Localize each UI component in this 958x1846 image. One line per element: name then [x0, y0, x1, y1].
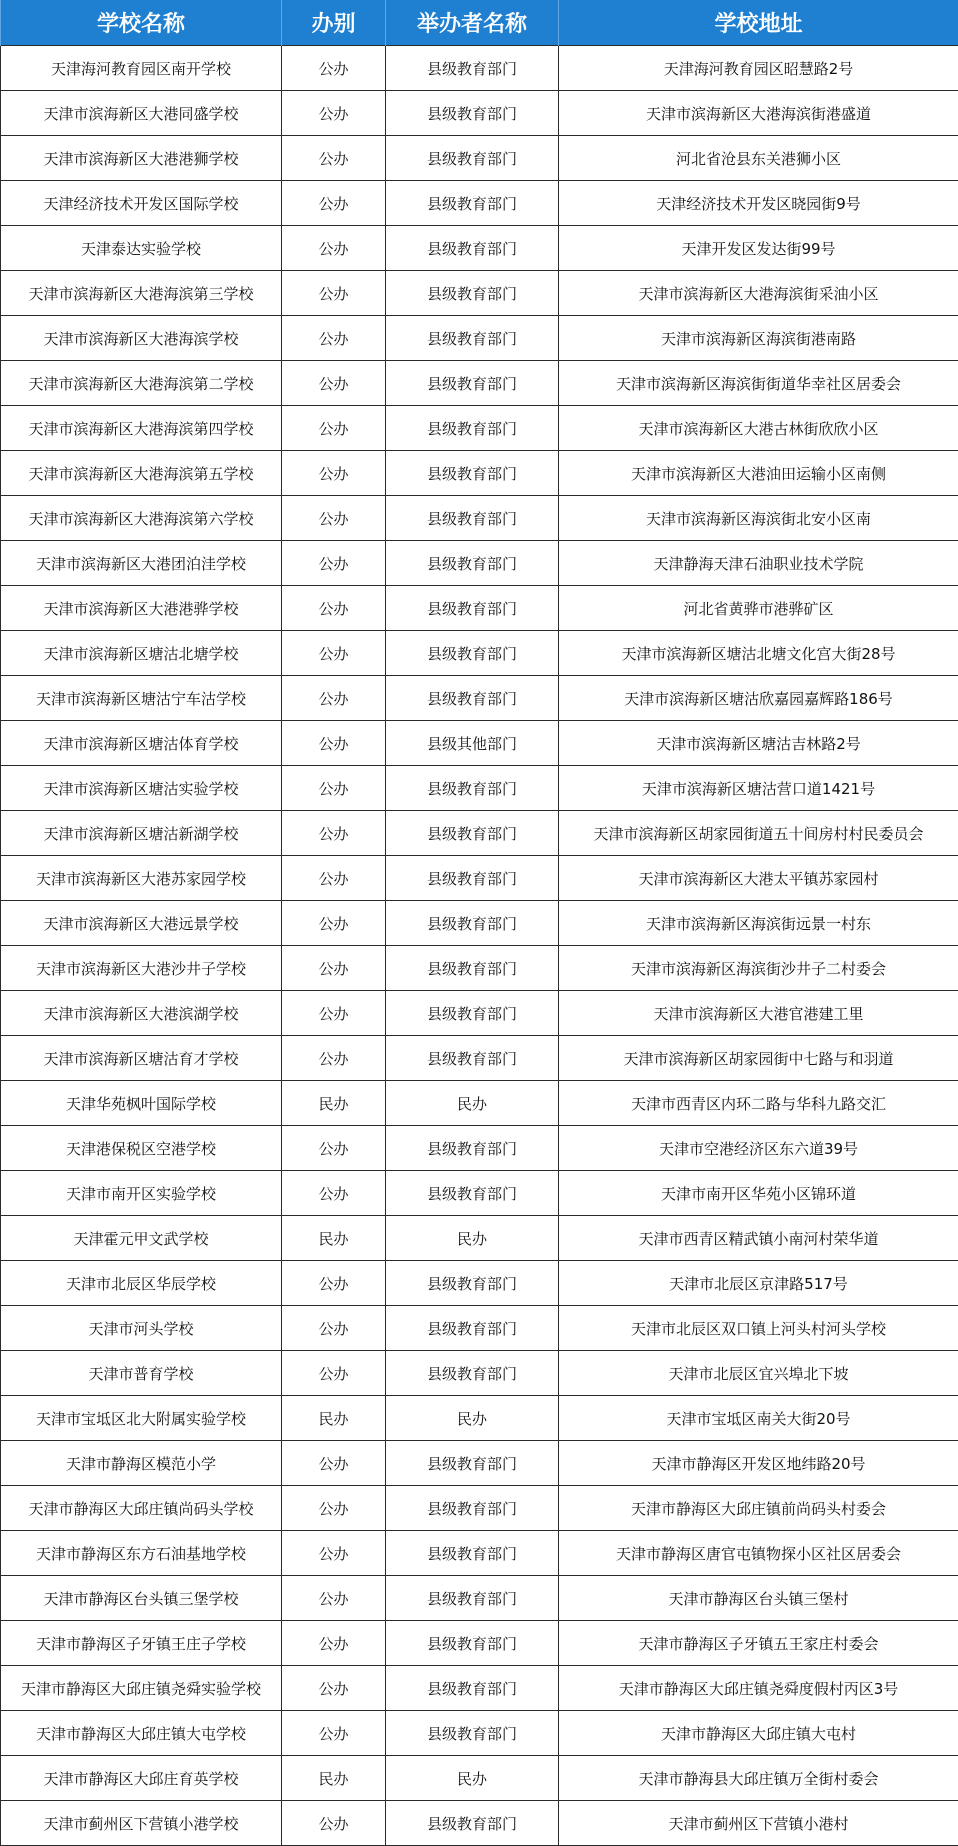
table-header: [1, 0, 958, 46]
table-row: [1, 271, 958, 316]
cell-school-address: 天津市静海区台头镇三堡村: [559, 1576, 958, 1621]
table-row: [1, 1261, 958, 1306]
cell-school-name: 天津市静海区大邱庄镇尧舜实验学校: [1, 1666, 282, 1711]
cell-organizer-name: 民办: [386, 1216, 559, 1261]
cell-school-type: 公办: [282, 1621, 386, 1666]
cell-school-address: 天津经济技术开发区晓园街9号: [559, 181, 958, 226]
cell-school-name: 天津市滨海新区大港远景学校: [1, 901, 282, 946]
cell-school-address: 天津市滨海新区大港官港建工里: [559, 991, 958, 1036]
cell-school-name: 天津市滨海新区大港滨湖学校: [1, 991, 282, 1036]
cell-school-name: 天津市滨海新区大港海滨第二学校: [1, 361, 282, 406]
cell-school-address: 天津市滨海新区海滨街北安小区南: [559, 496, 958, 541]
cell-school-name: 天津市静海区台头镇三堡学校: [1, 1576, 282, 1621]
cell-school-type: 公办: [282, 1351, 386, 1396]
table-row: [1, 1171, 958, 1216]
cell-school-address: 天津市静海区开发区地纬路20号: [559, 1441, 958, 1486]
cell-school-address: 天津市滨海新区大港海滨街港盛道: [559, 91, 958, 136]
cell-school-type: 公办: [282, 1261, 386, 1306]
cell-school-name: 天津市滨海新区塘沽新湖学校: [1, 811, 282, 856]
cell-school-type: 公办: [282, 46, 386, 91]
cell-organizer-name: 县级教育部门: [386, 541, 559, 586]
table-row: [1, 1756, 958, 1801]
cell-school-address: 天津市北辰区京津路517号: [559, 1261, 958, 1306]
cell-organizer-name: 县级教育部门: [386, 1036, 559, 1081]
header-school-type: 办别: [282, 0, 386, 46]
cell-school-type: 公办: [282, 901, 386, 946]
cell-school-type: 公办: [282, 1171, 386, 1216]
cell-organizer-name: 县级教育部门: [386, 1171, 559, 1216]
table-row: [1, 541, 958, 586]
cell-school-name: 天津海河教育园区南开学校: [1, 46, 282, 91]
table-row: [1, 1081, 958, 1126]
cell-organizer-name: 县级其他部门: [386, 721, 559, 766]
cell-organizer-name: 民办: [386, 1081, 559, 1126]
cell-organizer-name: 县级教育部门: [386, 451, 559, 496]
cell-organizer-name: 县级教育部门: [386, 586, 559, 631]
table-row: [1, 766, 958, 811]
cell-school-type: 公办: [282, 1126, 386, 1171]
cell-organizer-name: 县级教育部门: [386, 1486, 559, 1531]
cell-school-name: 天津市静海区子牙镇王庄子学校: [1, 1621, 282, 1666]
cell-school-address: 天津市滨海新区大港太平镇苏家园村: [559, 856, 958, 901]
table-row: [1, 586, 958, 631]
table-row: [1, 91, 958, 136]
cell-school-name: 天津市滨海新区塘沽宁车沽学校: [1, 676, 282, 721]
cell-school-name: 天津市滨海新区大港海滨第三学校: [1, 271, 282, 316]
cell-school-address: 天津市滨海新区海滨街港南路: [559, 316, 958, 361]
cell-organizer-name: 县级教育部门: [386, 991, 559, 1036]
cell-school-address: 天津市滨海新区海滨街远景一村东: [559, 901, 958, 946]
cell-organizer-name: 县级教育部门: [386, 46, 559, 91]
cell-school-name: 天津港保税区空港学校: [1, 1126, 282, 1171]
cell-school-name: 天津市静海区模范小学: [1, 1441, 282, 1486]
cell-school-type: 公办: [282, 991, 386, 1036]
cell-school-name: 天津市南开区实验学校: [1, 1171, 282, 1216]
table-row: [1, 136, 958, 181]
cell-school-name: 天津市滨海新区塘沽育才学校: [1, 1036, 282, 1081]
cell-school-address: 天津海河教育园区昭慧路2号: [559, 46, 958, 91]
table-row: [1, 1576, 958, 1621]
cell-school-type: 公办: [282, 1306, 386, 1351]
cell-school-address: 天津市滨海新区大港油田运输小区南侧: [559, 451, 958, 496]
cell-organizer-name: 县级教育部门: [386, 1441, 559, 1486]
cell-school-name: 天津市静海区大邱庄镇大屯学校: [1, 1711, 282, 1756]
cell-school-name: 天津市蓟州区下营镇小港学校: [1, 1801, 282, 1846]
cell-organizer-name: 县级教育部门: [386, 946, 559, 991]
table-row: [1, 811, 958, 856]
cell-school-type: 公办: [282, 316, 386, 361]
table-row: [1, 1036, 958, 1081]
cell-organizer-name: 县级教育部门: [386, 1531, 559, 1576]
table-row: [1, 1216, 958, 1261]
cell-school-name: 天津市静海区东方石油基地学校: [1, 1531, 282, 1576]
cell-school-name: 天津霍元甲文武学校: [1, 1216, 282, 1261]
table-row: [1, 1486, 958, 1531]
cell-school-type: 公办: [282, 1441, 386, 1486]
cell-organizer-name: 县级教育部门: [386, 496, 559, 541]
table-row: [1, 181, 958, 226]
table-body: [1, 46, 958, 1846]
table-row: [1, 676, 958, 721]
cell-organizer-name: 县级教育部门: [386, 631, 559, 676]
cell-school-type: 公办: [282, 91, 386, 136]
cell-organizer-name: 县级教育部门: [386, 1666, 559, 1711]
cell-organizer-name: 县级教育部门: [386, 181, 559, 226]
cell-school-address: 天津市南开区华苑小区锦环道: [559, 1171, 958, 1216]
cell-school-address: 天津市滨海新区塘沽北塘文化宫大街28号: [559, 631, 958, 676]
cell-school-address: 天津市滨海新区海滨街沙井子二村委会: [559, 946, 958, 991]
cell-organizer-name: 县级教育部门: [386, 1801, 559, 1846]
table-row: [1, 991, 958, 1036]
cell-school-type: 公办: [282, 1666, 386, 1711]
cell-school-address: 天津市滨海新区塘沽欣嘉园嘉辉路186号: [559, 676, 958, 721]
cell-school-address: 天津市滨海新区大港古林街欣欣小区: [559, 406, 958, 451]
cell-school-type: 公办: [282, 406, 386, 451]
cell-school-address: 天津市静海县大邱庄镇万全街村委会: [559, 1756, 958, 1801]
cell-school-address: 天津市静海区唐官屯镇物探小区社区居委会: [559, 1531, 958, 1576]
cell-school-type: 公办: [282, 676, 386, 721]
table-row: [1, 1351, 958, 1396]
cell-school-type: 公办: [282, 136, 386, 181]
cell-school-type: 公办: [282, 766, 386, 811]
table-row: [1, 631, 958, 676]
table-row: [1, 721, 958, 766]
cell-school-type: 公办: [282, 226, 386, 271]
cell-school-address: 天津市滨海新区大港海滨街采油小区: [559, 271, 958, 316]
cell-school-address: 天津市滨海新区胡家园街中七路与和羽道: [559, 1036, 958, 1081]
cell-school-type: 公办: [282, 181, 386, 226]
cell-organizer-name: 民办: [386, 1756, 559, 1801]
cell-organizer-name: 县级教育部门: [386, 361, 559, 406]
cell-school-type: 公办: [282, 271, 386, 316]
cell-organizer-name: 县级教育部门: [386, 226, 559, 271]
cell-school-name: 天津市滨海新区塘沽体育学校: [1, 721, 282, 766]
table-row: [1, 361, 958, 406]
cell-organizer-name: 县级教育部门: [386, 1351, 559, 1396]
cell-organizer-name: 县级教育部门: [386, 91, 559, 136]
header-organizer-name: 举办者名称: [386, 0, 559, 46]
cell-organizer-name: 县级教育部门: [386, 901, 559, 946]
cell-school-name: 天津市滨海新区塘沽北塘学校: [1, 631, 282, 676]
cell-school-type: 公办: [282, 496, 386, 541]
header-school-name: 学校名称: [1, 0, 282, 46]
cell-school-address: 天津市西青区精武镇小南河村荣华道: [559, 1216, 958, 1261]
cell-school-address: 天津市静海区子牙镇五王家庄村委会: [559, 1621, 958, 1666]
cell-school-type: 公办: [282, 1711, 386, 1756]
cell-organizer-name: 县级教育部门: [386, 856, 559, 901]
table-row: [1, 1801, 958, 1846]
cell-school-name: 天津市滨海新区大港港狮学校: [1, 136, 282, 181]
table-row: [1, 1126, 958, 1171]
cell-school-type: 公办: [282, 1486, 386, 1531]
cell-school-address: 天津市静海区大邱庄镇大屯村: [559, 1711, 958, 1756]
table-row: [1, 226, 958, 271]
cell-school-name: 天津市静海区大邱庄育英学校: [1, 1756, 282, 1801]
table-row: [1, 946, 958, 991]
cell-school-type: 公办: [282, 586, 386, 631]
cell-school-name: 天津市宝坻区北大附属实验学校: [1, 1396, 282, 1441]
cell-school-type: 公办: [282, 1531, 386, 1576]
cell-school-address: 天津市西青区内环二路与华科九路交汇: [559, 1081, 958, 1126]
table-row: [1, 496, 958, 541]
table-row: [1, 406, 958, 451]
cell-school-type: 公办: [282, 811, 386, 856]
cell-school-type: 公办: [282, 856, 386, 901]
table-row: [1, 901, 958, 946]
cell-school-address: 天津开发区发达街99号: [559, 226, 958, 271]
cell-school-address: 天津市北辰区双口镇上河头村河头学校: [559, 1306, 958, 1351]
table-row: [1, 856, 958, 901]
cell-school-address: 天津市蓟州区下营镇小港村: [559, 1801, 958, 1846]
cell-organizer-name: 县级教育部门: [386, 136, 559, 181]
cell-organizer-name: 民办: [386, 1396, 559, 1441]
table-row: [1, 1396, 958, 1441]
table-row: [1, 1711, 958, 1756]
cell-school-name: 天津市滨海新区大港团泊洼学校: [1, 541, 282, 586]
cell-school-address: 天津市滨海新区塘沽营口道1421号: [559, 766, 958, 811]
cell-organizer-name: 县级教育部门: [386, 271, 559, 316]
header-school-address: 学校地址: [559, 0, 958, 46]
cell-school-address: 天津市宝坻区南关大街20号: [559, 1396, 958, 1441]
table-row: [1, 316, 958, 361]
table-row: [1, 1666, 958, 1711]
cell-school-address: 河北省黄骅市港骅矿区: [559, 586, 958, 631]
cell-school-address: 河北省沧县东关港狮小区: [559, 136, 958, 181]
cell-school-type: 公办: [282, 541, 386, 586]
cell-school-type: 公办: [282, 451, 386, 496]
cell-school-address: 天津市北辰区宜兴埠北下坡: [559, 1351, 958, 1396]
cell-organizer-name: 县级教育部门: [386, 316, 559, 361]
cell-school-name: 天津市普育学校: [1, 1351, 282, 1396]
cell-organizer-name: 县级教育部门: [386, 1306, 559, 1351]
cell-school-name: 天津市滨海新区大港同盛学校: [1, 91, 282, 136]
cell-school-name: 天津市滨海新区大港沙井子学校: [1, 946, 282, 991]
cell-school-name: 天津市河头学校: [1, 1306, 282, 1351]
cell-school-type: 民办: [282, 1756, 386, 1801]
cell-school-name: 天津市滨海新区大港海滨第六学校: [1, 496, 282, 541]
header-row: [1, 0, 958, 46]
cell-school-name: 天津市滨海新区大港海滨第四学校: [1, 406, 282, 451]
cell-organizer-name: 县级教育部门: [386, 1261, 559, 1306]
cell-school-type: 公办: [282, 1576, 386, 1621]
cell-school-name: 天津市滨海新区大港苏家园学校: [1, 856, 282, 901]
table-row: [1, 451, 958, 496]
cell-organizer-name: 县级教育部门: [386, 811, 559, 856]
table-row: [1, 1306, 958, 1351]
cell-school-type: 公办: [282, 1036, 386, 1081]
cell-organizer-name: 县级教育部门: [386, 1621, 559, 1666]
cell-school-type: 公办: [282, 631, 386, 676]
cell-organizer-name: 县级教育部门: [386, 676, 559, 721]
cell-school-name: 天津市滨海新区大港海滨学校: [1, 316, 282, 361]
cell-school-type: 公办: [282, 1801, 386, 1846]
table-row: [1, 1621, 958, 1666]
cell-organizer-name: 县级教育部门: [386, 406, 559, 451]
cell-school-type: 民办: [282, 1081, 386, 1126]
cell-school-address: 天津市静海区大邱庄镇尧舜度假村丙区3号: [559, 1666, 958, 1711]
table-row: [1, 46, 958, 91]
cell-school-type: 民办: [282, 1396, 386, 1441]
cell-school-name: 天津市滨海新区塘沽实验学校: [1, 766, 282, 811]
cell-school-type: 公办: [282, 946, 386, 991]
cell-school-name: 天津市滨海新区大港海滨第五学校: [1, 451, 282, 496]
cell-school-address: 天津市滨海新区塘沽吉林路2号: [559, 721, 958, 766]
cell-school-address: 天津静海天津石油职业技术学院: [559, 541, 958, 586]
cell-school-type: 公办: [282, 361, 386, 406]
cell-school-address: 天津市滨海新区海滨街街道华幸社区居委会: [559, 361, 958, 406]
cell-school-name: 天津华苑枫叶国际学校: [1, 1081, 282, 1126]
table-row: [1, 1441, 958, 1486]
cell-organizer-name: 县级教育部门: [386, 1576, 559, 1621]
cell-school-name: 天津市滨海新区大港港骅学校: [1, 586, 282, 631]
cell-school-name: 天津市静海区大邱庄镇尚码头学校: [1, 1486, 282, 1531]
cell-school-name: 天津经济技术开发区国际学校: [1, 181, 282, 226]
cell-organizer-name: 县级教育部门: [386, 766, 559, 811]
table-row: [1, 1531, 958, 1576]
cell-school-type: 民办: [282, 1216, 386, 1261]
cell-school-name: 天津泰达实验学校: [1, 226, 282, 271]
cell-organizer-name: 县级教育部门: [386, 1126, 559, 1171]
cell-school-address: 天津市空港经济区东六道39号: [559, 1126, 958, 1171]
cell-school-address: 天津市滨海新区胡家园街道五十间房村村民委员会: [559, 811, 958, 856]
cell-organizer-name: 县级教育部门: [386, 1711, 559, 1756]
cell-school-name: 天津市北辰区华辰学校: [1, 1261, 282, 1306]
cell-school-address: 天津市静海区大邱庄镇前尚码头村委会: [559, 1486, 958, 1531]
cell-school-type: 公办: [282, 721, 386, 766]
